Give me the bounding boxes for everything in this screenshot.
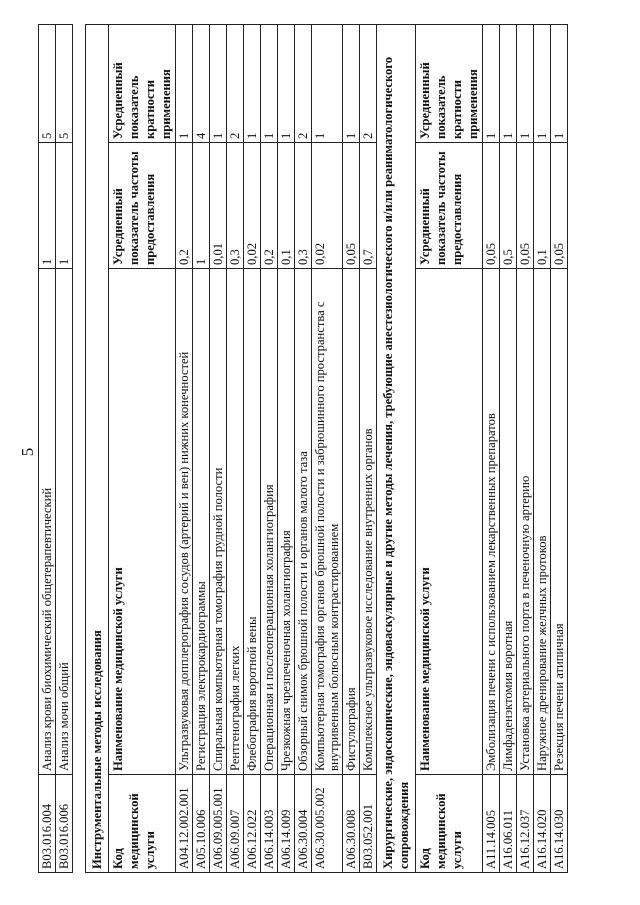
- header-frequency: Усредненный показатель частоты предоставления: [416, 143, 483, 269]
- table-row: [483, 25, 500, 873]
- frequency-value: 1: [56, 143, 73, 269]
- frequency-value: 0,5: [500, 143, 517, 269]
- service-name: Регистрация электрокардиограммы: [193, 269, 210, 775]
- service-name: Резекция печени атипичная: [551, 269, 568, 775]
- frequency-value: 0,02: [244, 143, 261, 269]
- service-name: Установка артериального порта в печеночную артерию: [517, 269, 534, 775]
- header-multiplicity: Усредненный показатель кратности применения: [416, 25, 483, 143]
- header-name: Наименование медицинской услуги: [109, 269, 176, 775]
- service-name: Спиральная компьютерная томография грудной полости: [210, 269, 227, 775]
- frequency-value: 0,05: [483, 143, 500, 269]
- service-code: A05.10.006: [193, 775, 210, 873]
- frequency-value: 0,3: [295, 143, 312, 269]
- service-code: A16.12.037: [517, 775, 534, 873]
- frequency-value: 0,05: [343, 143, 360, 269]
- frequency-value: 0,02: [312, 143, 343, 269]
- frequency-value: 1: [39, 143, 56, 269]
- service-code: A06.30.004: [295, 775, 312, 873]
- table-header-row: [109, 25, 176, 873]
- header-code: Код медицинской услуги: [109, 775, 176, 873]
- header-code: Код медицинской услуги: [416, 775, 483, 873]
- table-row: [39, 25, 56, 873]
- services-sheet: [38, 25, 568, 873]
- multiplicity-value: 1: [534, 25, 551, 143]
- service-name: Эмболизация печени с использованием лекарственных препаратов: [483, 269, 500, 775]
- table-row: [534, 25, 551, 873]
- services-table: [38, 24, 568, 873]
- multiplicity-value: 1: [343, 25, 360, 143]
- service-code: A06.09.007: [227, 775, 244, 873]
- service-code: A06.14.003: [261, 775, 278, 873]
- page-number: 5: [18, 447, 37, 457]
- header-name: Наименование медицинской услуги: [416, 269, 483, 775]
- frequency-value: 0,05: [551, 143, 568, 269]
- service-name: Лимфаденэктомия воротная: [500, 269, 517, 775]
- section-title: Хирургические, эндоскопические, эндоваскулярные и другие методы лечения, требующие анестезиологического и/или реаниматологического сопровождения: [377, 25, 416, 873]
- table-row: [312, 25, 343, 873]
- service-code: A04.12.002.001: [176, 775, 193, 873]
- service-code: B03.016.006: [56, 775, 73, 873]
- header-multiplicity: Усредненный показатель кратности применения: [109, 25, 176, 143]
- table-row: [244, 25, 261, 873]
- service-name: Анализ мочи общий: [56, 269, 73, 775]
- service-code: A11.14.005: [483, 775, 500, 873]
- multiplicity-value: 1: [210, 25, 227, 143]
- services-table-body: [39, 25, 568, 873]
- multiplicity-value: 1: [278, 25, 295, 143]
- multiplicity-value: 4: [193, 25, 210, 143]
- service-code: B03.052.001: [360, 775, 377, 873]
- multiplicity-value: 2: [295, 25, 312, 143]
- frequency-value: 0,7: [360, 143, 377, 269]
- table-header-row: [416, 25, 483, 873]
- frequency-value: 0,2: [176, 143, 193, 269]
- multiplicity-value: 2: [227, 25, 244, 143]
- multiplicity-value: 1: [517, 25, 534, 143]
- service-code: A06.14.009: [278, 775, 295, 873]
- service-name: Обзорный снимок брюшной полости и органов малого таза: [295, 269, 312, 775]
- section-title: Инструментальные методы исследования: [86, 25, 109, 873]
- multiplicity-value: 5: [39, 25, 56, 143]
- table-row: [56, 25, 73, 873]
- service-name: Наружное дренирование желчных протоков: [534, 269, 551, 775]
- frequency-value: 0,1: [534, 143, 551, 269]
- service-name: Операционная и послеоперационная холангиография: [261, 269, 278, 775]
- multiplicity-value: 1: [244, 25, 261, 143]
- multiplicity-value: 1: [500, 25, 517, 143]
- table-row: [343, 25, 360, 873]
- table-row: [193, 25, 210, 873]
- header-frequency: Усредненный показатель частоты предоставления: [109, 143, 176, 269]
- section-gap: [73, 25, 86, 873]
- service-name: Анализ крови биохимический общетерапевтический: [39, 269, 56, 775]
- multiplicity-value: 2: [360, 25, 377, 143]
- service-name: Компьютерная томография органов брюшной полости и забрюшинного пространства с внутривенным болюсным контрастированием: [312, 269, 343, 775]
- frequency-value: 0,1: [278, 143, 295, 269]
- service-code: A06.12.022: [244, 775, 261, 873]
- frequency-value: 0,01: [210, 143, 227, 269]
- service-code: A16.14.030: [551, 775, 568, 873]
- table-row: [360, 25, 377, 873]
- table-row: [261, 25, 278, 873]
- multiplicity-value: 1: [261, 25, 278, 143]
- table-row: [210, 25, 227, 873]
- frequency-value: 0,2: [261, 143, 278, 269]
- multiplicity-value: 1: [551, 25, 568, 143]
- multiplicity-value: 1: [176, 25, 193, 143]
- service-code: A06.09.005.001: [210, 775, 227, 873]
- table-row: [500, 25, 517, 873]
- service-code: A06.30.008: [343, 775, 360, 873]
- multiplicity-value: 5: [56, 25, 73, 143]
- table-row: [227, 25, 244, 873]
- service-code: B03.016.004: [39, 775, 56, 873]
- table-row: [176, 25, 193, 873]
- frequency-value: 1: [193, 143, 210, 269]
- service-code: A06.30.005.002: [312, 775, 343, 873]
- frequency-value: 0,3: [227, 143, 244, 269]
- service-name: Рентгенография легких: [227, 269, 244, 775]
- section-title-row: [377, 25, 416, 873]
- service-name: Флебография воротной вены: [244, 269, 261, 775]
- section-title-row: [86, 25, 109, 873]
- table-row: [295, 25, 312, 873]
- service-name: Фистулография: [343, 269, 360, 775]
- frequency-value: 0,05: [517, 143, 534, 269]
- multiplicity-value: 1: [312, 25, 343, 143]
- service-name: Чрезкожная чрезпеченочная холангиография: [278, 269, 295, 775]
- service-code: A16.14.020: [534, 775, 551, 873]
- multiplicity-value: 1: [483, 25, 500, 143]
- service-name: Комплексное ультразвуковое исследование внутренних органов: [360, 269, 377, 775]
- service-name: Ультразвуковая допплерография сосудов (артерий и вен) нижних конечностей: [176, 269, 193, 775]
- table-row: [278, 25, 295, 873]
- table-row: [517, 25, 534, 873]
- table-row: [551, 25, 568, 873]
- service-code: A16.06.011: [500, 775, 517, 873]
